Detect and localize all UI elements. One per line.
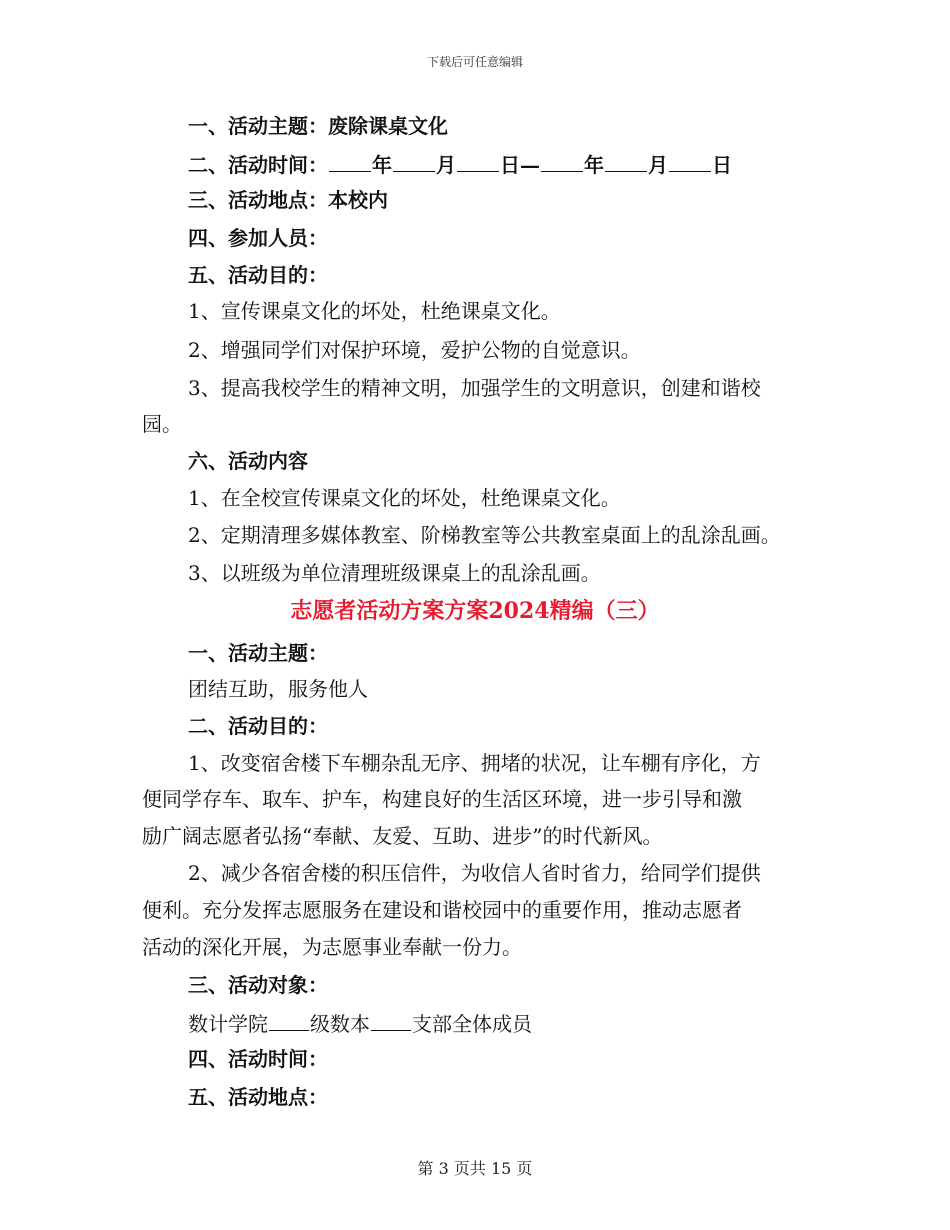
paragraph-continuation: 园。 (142, 412, 182, 436)
heading-activity-content: 六、活动内容 (188, 449, 308, 473)
time-day: 日 (712, 153, 732, 177)
paragraph: 2、定期清理多媒体教室、阶梯教室等公共教室桌面上的乱涂乱画。 (188, 523, 781, 547)
heading-activity-purpose: 五、活动目的： (188, 263, 328, 287)
paragraph-continuation: 便同学存车、取车、护车，构建良好的生活区环境，进一步引导和激 (142, 787, 742, 811)
target-grade: 级数本 (310, 1012, 370, 1036)
paragraph-continuation: 便利。充分发挥志愿服务在建设和谐校园中的重要作用，推动志愿者 (142, 898, 742, 922)
blank-field (541, 151, 583, 172)
heading-activity-location: 三、活动地点：本校内 (188, 188, 388, 212)
paragraph: 1、改变宿舍楼下车棚杂乱无序、拥堵的状况，让车棚有序化，方 (188, 751, 761, 775)
heading-activity-target: 三、活动对象： (188, 973, 328, 997)
blank-field (371, 1010, 411, 1031)
paragraph: 团结互助，服务他人 (188, 677, 368, 701)
paragraph: 3、以班级为单位清理班级课桌上的乱涂乱画。 (188, 561, 601, 585)
target-branch: 支部全体成员 (412, 1012, 532, 1036)
heading-activity-theme: 一、活动主题：废除课桌文化 (188, 114, 448, 138)
heading-participants: 四、参加人员： (188, 226, 328, 250)
blank-field (669, 151, 711, 172)
heading-activity-theme: 一、活动主题： (188, 641, 328, 665)
heading-activity-purpose: 二、活动目的： (188, 714, 328, 738)
time-month: 月 (436, 153, 456, 177)
time-label: 二、活动时间： (188, 153, 328, 177)
blank-field (393, 151, 435, 172)
heading-activity-time (188, 151, 732, 177)
heading-activity-time: 四、活动时间： (188, 1047, 328, 1071)
target-college: 数计学院 (188, 1012, 268, 1036)
blank-field (269, 1010, 309, 1031)
page-footer: 第 3 页共 15 页 (417, 1159, 533, 1178)
paragraph: 2、增强同学们对保护环境，爱护公物的自觉意识。 (188, 338, 641, 362)
paragraph: 1、宣传课桌文化的坏处，杜绝课桌文化。 (188, 299, 561, 323)
time-year: 年 (584, 153, 604, 177)
time-day: 日— (500, 153, 540, 177)
time-year: 年 (372, 153, 392, 177)
blank-field (329, 151, 371, 172)
blank-field (605, 151, 647, 172)
blank-field (457, 151, 499, 172)
page-header: 下载后可任意编辑 (426, 55, 523, 69)
activity-target-line (188, 1010, 532, 1036)
section-title: 志愿者活动方案方案2024精编（三） (290, 598, 660, 624)
time-month: 月 (648, 153, 668, 177)
paragraph: 1、在全校宣传课桌文化的坏处，杜绝课桌文化。 (188, 486, 621, 510)
paragraph-continuation: 活动的深化开展，为志愿事业奉献一份力。 (142, 935, 522, 959)
paragraph-continuation: 励广阔志愿者弘扬“奉献、友爱、互助、进步”的时代新风。 (142, 824, 663, 848)
heading-activity-location: 五、活动地点： (188, 1085, 328, 1109)
paragraph: 3、提高我校学生的精神文明，加强学生的文明意识，创建和谐校 (188, 376, 761, 400)
paragraph: 2、减少各宿舍楼的积压信件，为收信人省时省力，给同学们提供 (188, 861, 761, 885)
